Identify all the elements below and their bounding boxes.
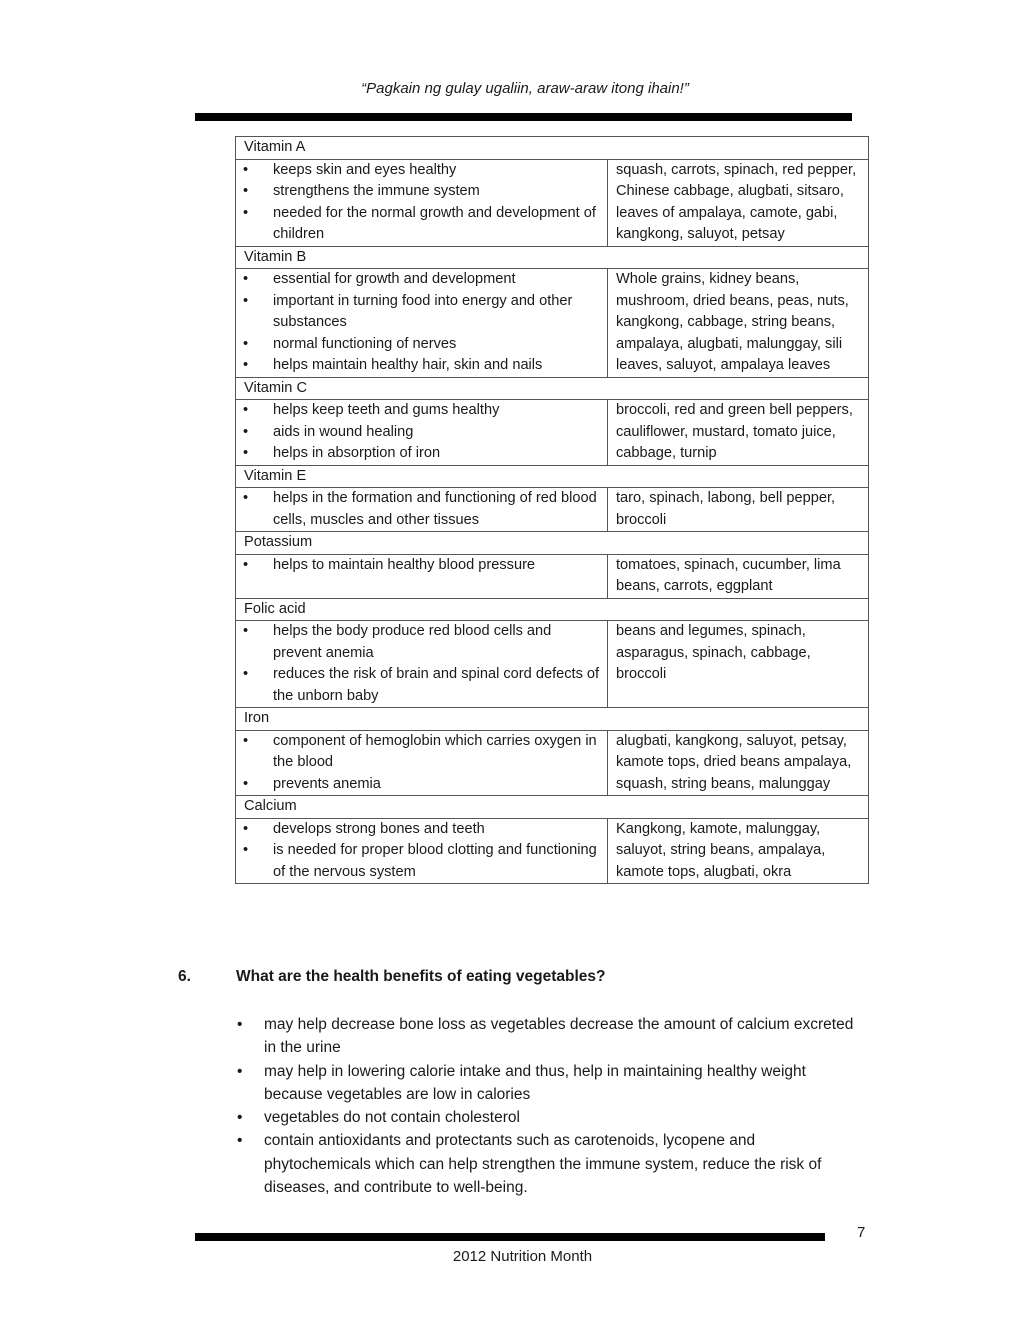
benefits-cell [236,159,608,246]
category-row [236,246,869,269]
benefit-list [240,731,601,796]
answer-list [236,1013,856,1199]
footer-rule [195,1233,825,1241]
sources-cell: broccoli, red and green bell peppers, cauliflower, mustard, tomato juice, cabbage, turnip [608,400,869,466]
benefits-cell [236,269,608,378]
benefit-item: • strengthens the immune system [240,181,601,203]
benefit-list [240,621,601,707]
benefit-item: • helps keep teeth and gums healthy [240,400,601,422]
sources-cell: Kangkong, kamote, malunggay, saluyot, string beans, ampalaya, kamote tops, alugbati, okra [608,818,869,884]
category-row [236,796,869,819]
sources-cell: squash, carrots, spinach, red pepper, Chinese cabbage, alugbati, sitsaro, leaves of ampalaya, camote, gabi, kangkong, saluyot, petsay [608,159,869,246]
footer-text: 2012 Nutrition Month [452,1248,593,1265]
category-label: Vitamin B [236,246,869,269]
benefits-cell [236,818,608,884]
benefits-cell [236,621,608,708]
category-row [236,598,869,621]
benefit-item: • helps in absorption of iron [240,443,601,465]
category-row [236,465,869,488]
benefit-item: • is needed for proper blood clotting and functioning of the nervous system [240,840,601,883]
answer-item: • vegetables do not contain cholesterol [236,1106,856,1129]
category-label: Vitamin A [236,137,869,160]
category-label: Vitamin E [236,465,869,488]
sources-cell: tomatoes, spinach, cucumber, lima beans, carrots, eggplant [608,554,869,598]
category-label: Vitamin C [236,377,869,400]
benefit-list [240,819,601,884]
nutrient-row [236,554,869,598]
benefit-item: • important in turning food into energy and other substances [240,291,601,334]
benefit-item: • helps maintain healthy hair, skin and nails [240,355,601,377]
sources-cell: beans and legumes, spinach, asparagus, spinach, cabbage, broccoli [608,621,869,708]
benefit-item: • helps to maintain healthy blood pressure [240,555,601,577]
header-quote: “Pagkain ng gulay ugaliin, araw-araw itong ihain!” [361,80,689,97]
benefit-list [240,400,601,465]
category-label: Folic acid [236,598,869,621]
benefit-list [240,160,601,246]
benefit-item: • keeps skin and eyes healthy [240,160,601,182]
sources-cell: alugbati, kangkong, saluyot, petsay, kamote tops, dried beans ampalaya, squash, string beans, malunggay [608,730,869,796]
sources-cell: taro, spinach, labong, bell pepper, broccoli [608,488,869,532]
benefit-list [240,488,601,531]
nutrient-row [236,818,869,884]
benefit-list [240,269,601,377]
benefit-item: • essential for growth and development [240,269,601,291]
benefit-item: • aids in wound healing [240,422,601,444]
nutrient-row [236,730,869,796]
benefit-item: • helps in the formation and functioning of red blood cells, muscles and other tissues [240,488,601,531]
answer-item: • may help decrease bone loss as vegetables decrease the amount of calcium excreted in the urine [236,1013,856,1060]
nutrient-row [236,621,869,708]
category-label: Calcium [236,796,869,819]
nutrient-row [236,488,869,532]
benefits-cell [236,400,608,466]
category-label: Iron [236,708,869,731]
benefit-item: • develops strong bones and teeth [240,819,601,841]
question-number: 6. [178,968,191,985]
benefit-item: • reduces the risk of brain and spinal cord defects of the unborn baby [240,664,601,707]
benefit-item: • helps the body produce red blood cells and prevent anemia [240,621,601,664]
sources-cell: Whole grains, kidney beans, mushroom, dried beans, peas, nuts, kangkong, cabbage, string beans, ampalaya, alugbati, malunggay, sili leaves, saluyot, ampalaya leaves [608,269,869,378]
category-row [236,377,869,400]
answer-item: • may help in lowering calorie intake and thus, help in maintaining healthy weight because vegetables are low in calories [236,1060,856,1107]
benefit-list [240,555,601,577]
nutrient-row [236,400,869,466]
benefit-item: • needed for the normal growth and development of children [240,203,601,246]
benefits-cell [236,488,608,532]
page-number: 7 [857,1224,866,1241]
category-row [236,137,869,160]
benefits-cell [236,554,608,598]
nutrient-table [235,136,869,884]
question-heading: What are the health benefits of eating vegetables? [236,968,606,985]
benefit-item: • normal functioning of nerves [240,334,601,356]
category-label: Potassium [236,532,869,555]
nutrient-row [236,159,869,246]
benefit-item: • component of hemoglobin which carries oxygen in the blood [240,731,601,774]
header-rule [195,113,852,121]
category-row [236,532,869,555]
answer-item: • contain antioxidants and protectants such as carotenoids, lycopene and phytochemicals which can help strengthen the immune system, reduce the risk of diseases, and contribute to well-being. [236,1129,856,1199]
benefits-cell [236,730,608,796]
category-row [236,708,869,731]
benefit-item: • prevents anemia [240,774,601,796]
nutrient-row [236,269,869,378]
